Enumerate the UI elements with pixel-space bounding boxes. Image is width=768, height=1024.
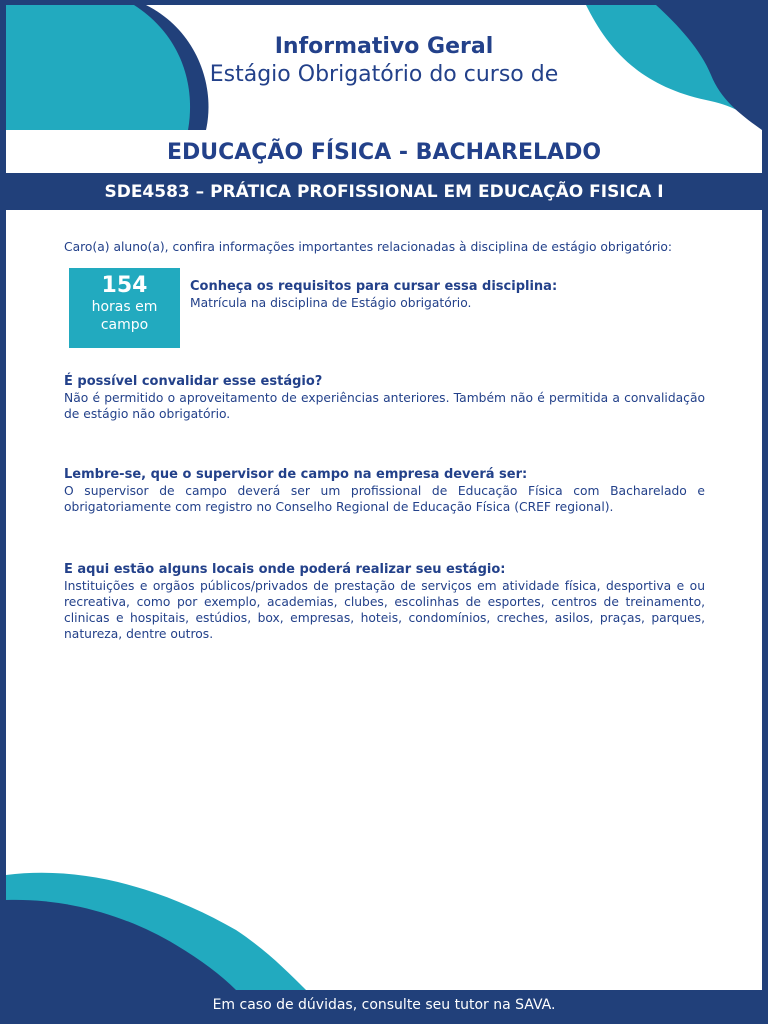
section-text: Instituições e orgãos públicos/privados de prestação de serviços em atividade física, desportiva e ou recreativa, como por exemplo, academias, clubes, escolinhas de esportes, centros de treinamento, clinicas e hospitais, estúdios, box, empresas, hoteis, condomínios, creches, asilos, praças, parques, natureza, dentre outros. bbox=[64, 579, 705, 641]
section-convalidation bbox=[64, 374, 705, 422]
course-name: EDUCAÇÃO FÍSICA - BACHARELADO bbox=[166, 140, 602, 165]
requirements-title: Conheça os requisitos para cursar essa disciplina: bbox=[190, 279, 558, 294]
footer-decoration bbox=[6, 870, 762, 990]
section-title: E aqui estão alguns locais onde poderá realizar seu estágio: bbox=[64, 562, 506, 577]
content-panel bbox=[6, 210, 762, 990]
section-supervisor bbox=[64, 467, 705, 515]
footer-text: Em caso de dúvidas, consulte seu tutor na SAVA. bbox=[212, 997, 556, 1013]
section-text: O supervisor de campo deverá ser um profissional de Educação Física com Bacharelado e obrigatoriamente com registro no Conselho Regional de Educação Física (CREF regional). bbox=[64, 484, 705, 514]
requirements-text: Matrícula na disciplina de Estágio obrigatório. bbox=[190, 296, 472, 310]
section-text: Não é permitido o aproveitamento de experiências anteriores. Também não é permitida a convalidação de estágio não obrigatório. bbox=[64, 391, 705, 421]
hours-value: 154 bbox=[101, 273, 148, 298]
subject-bar: SDE4583 – PRÁTICA PROFISSIONAL EM EDUCAÇÃO FISICA I bbox=[104, 182, 664, 202]
section-title: Lembre-se, que o supervisor de campo na empresa deverá ser: bbox=[64, 467, 528, 482]
intro-text: Caro(a) aluno(a), confira informações importantes relacionadas à disciplina de estágio obrigatório: bbox=[64, 240, 673, 254]
page-title: Informativo Geral bbox=[274, 34, 494, 59]
hours-unit-line1: horas em bbox=[91, 299, 158, 315]
hours-unit-line2: campo bbox=[100, 317, 149, 333]
hours-badge bbox=[69, 268, 180, 348]
page-subtitle: Estágio Obrigatório do curso de bbox=[209, 62, 559, 87]
section-title: É possível convalidar esse estágio? bbox=[64, 374, 323, 389]
section-locations bbox=[64, 562, 705, 642]
